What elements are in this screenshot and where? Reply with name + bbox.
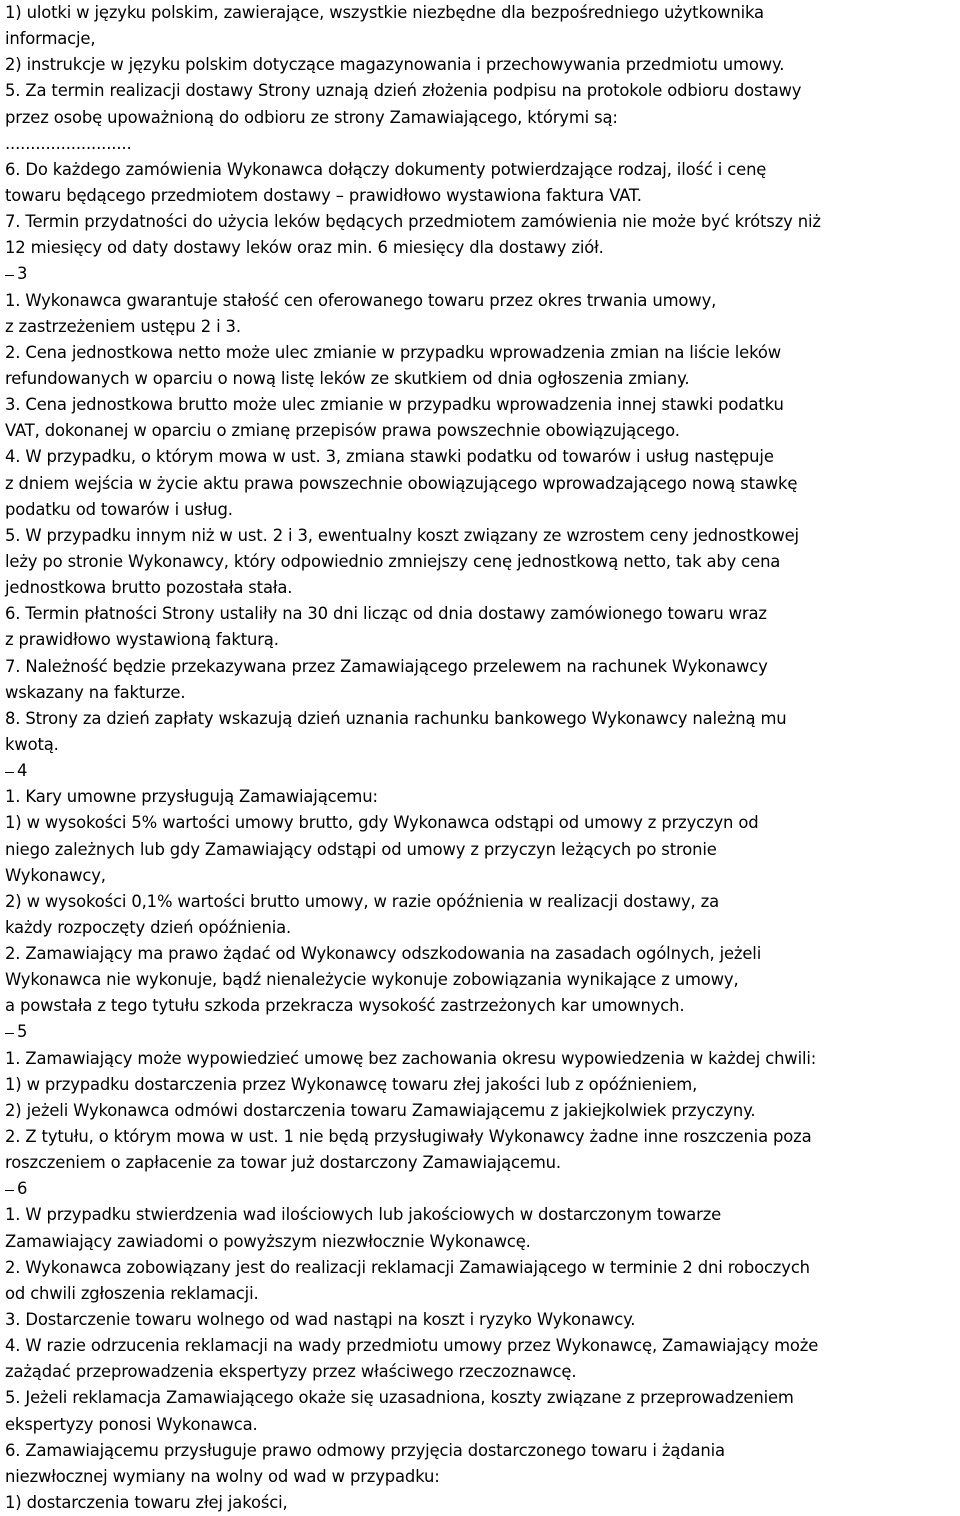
section-mark xyxy=(5,275,14,276)
text-line: roszczeniem o zapłacenie za towar już dostarczony Zamawiającemu. xyxy=(5,1153,561,1173)
text-line: 6. Termin płatności Strony ustaliły na 30 dni licząc od dnia dostawy zamówionego towaru wraz xyxy=(5,604,767,624)
text-line: 12 miesięcy od daty dostawy leków oraz min. 6 miesięcy dla dostawy ziół. xyxy=(5,238,604,258)
text-line: 1) w przypadku dostarczenia przez Wykonawcę towaru złej jakości lub z opóźnieniem, xyxy=(5,1074,698,1094)
section-number: 3 xyxy=(17,264,28,284)
text-line: niezwłocznej wymiany na wolny od wad w przypadku: xyxy=(5,1466,440,1486)
text-line: VAT, dokonanej w oparciu o zmianę przepisów prawa powszechnie obowiązującego. xyxy=(5,421,680,441)
text-line: 8. Strony za dzień zapłaty wskazują dzień uznania rachunku bankowego Wykonawcy należną mu xyxy=(5,708,787,728)
text-line: wskazany na fakturze. xyxy=(5,682,186,702)
section-mark xyxy=(5,1033,14,1034)
text-line: 7. Należność będzie przekazywana przez Zamawiającego przelewem na rachunek Wykonawcy xyxy=(5,656,768,676)
text-line: 4. W przypadku, o którym mowa w ust. 3, zmiana stawki podatku od towarów i usług następuje xyxy=(5,447,774,467)
text-line: 5. W przypadku innym niż w ust. 2 i 3, ewentualny koszt związany ze wzrostem ceny jednostkowej xyxy=(5,525,799,545)
text-line: leży po stronie Wykonawcy, który odpowiednio zmniejszy cenę jednostkową netto, tak aby cena xyxy=(5,551,781,571)
text-line: 6. Do każdego zamówienia Wykonawca dołączy dokumenty potwierdzające rodzaj, ilość i cenę xyxy=(5,159,767,179)
section-mark xyxy=(5,1190,14,1191)
text-line: każdy rozpoczęty dzień opóźnienia. xyxy=(5,917,292,937)
section-heading xyxy=(5,758,957,784)
text-line: 1. Zamawiający może wypowiedzieć umowę bez zachowania okresu wypowiedzenia w każdej chwili: xyxy=(5,1048,817,1068)
text-line: 2. Cena jednostkowa netto może ulec zmianie w przypadku wprowadzenia zmian na liście leków xyxy=(5,342,781,362)
text-line: 1. Kary umowne przysługują Zamawiającemu: xyxy=(5,787,378,807)
text-line: 6. Zamawiającemu przysługuje prawo odmowy przyjęcia dostarczonego towaru i żądania xyxy=(5,1440,725,1460)
text-line: 2) w wysokości 0,1% wartości brutto umowy, w razie opóźnienia w realizacji dostawy, za xyxy=(5,891,719,911)
text-line: podatku od towarów i usług. xyxy=(5,499,233,519)
text-line: 1) dostarczenia towaru złej jakości, xyxy=(5,1493,288,1513)
text-line: ekspertyzy ponosi Wykonawca. xyxy=(5,1414,258,1434)
text-line: refundowanych w oparciu o nową listę leków ze skutkiem od dnia ogłoszenia zmiany. xyxy=(5,368,690,388)
text-line: 3. Cena jednostkowa brutto może ulec zmianie w przypadku wprowadzenia innej stawki podatku xyxy=(5,395,784,415)
text-line: 1. W przypadku stwierdzenia wad ilościowych lub jakościowych w dostarczonym towarze xyxy=(5,1205,722,1225)
text-line: informacje, xyxy=(5,29,96,49)
text-line: Wykonawcy, xyxy=(5,865,106,885)
text-line: z dniem wejścia w życie aktu prawa powszechnie obowiązującego wprowadzającego nową stawkę xyxy=(5,473,798,493)
text-line: 2) instrukcje w języku polskim dotyczące magazynowania i przechowywania przedmiotu umowy. xyxy=(5,55,785,75)
text-line: 2. Wykonawca zobowiązany jest do realizacji reklamacji Zamawiającego w terminie 2 dni roboczych xyxy=(5,1257,810,1277)
text-line: a powstała z tego tytułu szkoda przekracza wysokość zastrzeżonych kar umownych. xyxy=(5,996,685,1016)
section-heading xyxy=(5,1019,957,1045)
text-line: 2) jeżeli Wykonawca odmówi dostarczenia towaru Zamawiającemu z jakiejkolwiek przyczyny. xyxy=(5,1100,756,1120)
text-line: zażądać przeprowadzenia ekspertyzy przez właściwego rzeczoznawcę. xyxy=(5,1362,577,1382)
text-line: Wykonawca nie wykonuje, bądź nienależycie wykonuje zobowiązania wynikające z umowy, xyxy=(5,970,739,990)
text-line: od chwili zgłoszenia reklamacji. xyxy=(5,1283,259,1303)
section-heading xyxy=(5,1176,957,1202)
text-line: 3. Dostarczenie towaru wolnego od wad nastąpi na koszt i ryzyko Wykonawcy. xyxy=(5,1310,636,1330)
text-line: 1. Wykonawca gwarantuje stałość cen oferowanego towaru przez okres trwania umowy, xyxy=(5,290,717,310)
document-page xyxy=(5,0,957,1516)
text-line: 1) w wysokości 5% wartości umowy brutto, gdy Wykonawca odstąpi od umowy z przyczyn od xyxy=(5,813,759,833)
section-mark xyxy=(5,772,14,773)
text-line: 4. W razie odrzucenia reklamacji na wady przedmiotu umowy przez Wykonawcę, Zamawiający może xyxy=(5,1336,819,1356)
text-line: 2. Zamawiający ma prawo żądać od Wykonawcy odszkodowania na zasadach ogólnych, jeżeli xyxy=(5,944,762,964)
text-line: z prawidłowo wystawioną fakturą. xyxy=(5,630,279,650)
text-line: kwotą. xyxy=(5,734,59,754)
text-line: Zamawiający zawiadomi o powyższym niezwłocznie Wykonawcę. xyxy=(5,1231,531,1251)
section-number: 4 xyxy=(17,761,28,781)
section-number: 5 xyxy=(17,1022,28,1042)
text-line: niego zależnych lub gdy Zamawiający odstąpi od umowy z przyczyn leżących po stronie xyxy=(5,839,717,859)
text-line: 2. Z tytułu, o którym mowa w ust. 1 nie będą przysługiwały Wykonawcy żadne inne roszczenia poza xyxy=(5,1127,812,1147)
text-line: przez osobę upoważnioną do odbioru ze strony Zamawiającego, którymi są: xyxy=(5,107,618,127)
section-number: 6 xyxy=(17,1179,28,1199)
text-line: towaru będącego przedmiotem dostawy – prawidłowo wystawiona faktura VAT. xyxy=(5,185,642,205)
text-line: ......................... xyxy=(5,133,132,153)
text-line: 5. Za termin realizacji dostawy Strony uznają dzień złożenia podpisu na protokole odbioru dostawy xyxy=(5,81,802,101)
section-heading xyxy=(5,261,957,287)
text-line: jednostkowa brutto pozostała stała. xyxy=(5,578,293,598)
text-line: 1) ulotki w języku polskim, zawierające, wszystkie niezbędne dla bezpośredniego użytkownika xyxy=(5,3,764,22)
text-line: 7. Termin przydatności do użycia leków będących przedmiotem zamówienia nie może być krótszy niż xyxy=(5,212,821,232)
text-line: 5. Jeżeli reklamacja Zamawiającego okaże się uzasadniona, koszty związane z przeprowadzeniem xyxy=(5,1388,794,1408)
text-line: z zastrzeżeniem ustępu 2 i 3. xyxy=(5,316,241,336)
